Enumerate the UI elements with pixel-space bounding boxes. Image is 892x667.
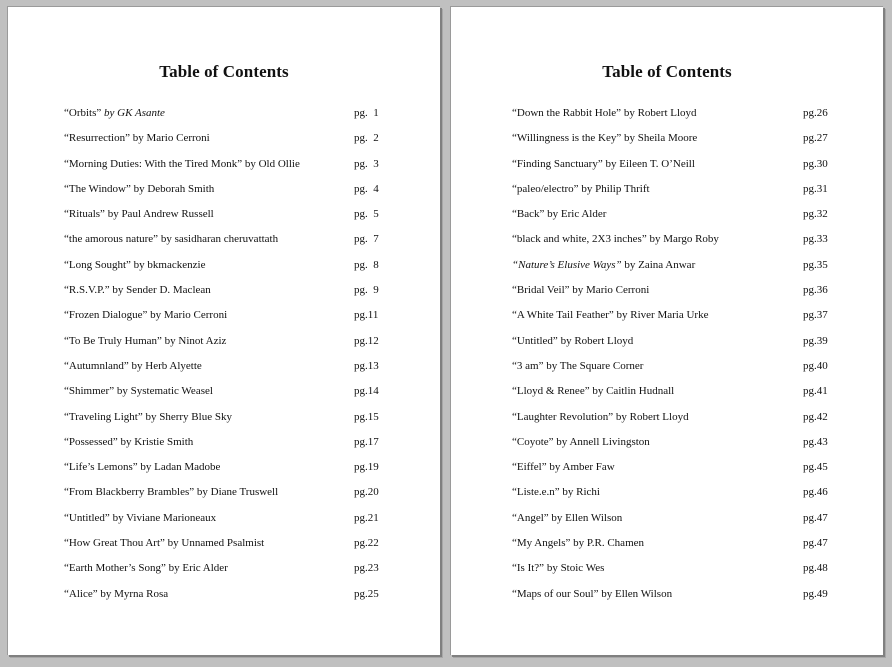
- entry-page-number: pg.30: [803, 157, 828, 170]
- entry-author: by Eric Alder: [544, 208, 607, 221]
- entry-author: by Philip Thrift: [578, 182, 650, 195]
- toc-entry: [8, 281, 440, 306]
- toc-list: [451, 104, 883, 610]
- entry-text: [64, 332, 226, 350]
- entry-title: “Rituals”: [64, 208, 105, 221]
- toc-entry: [451, 534, 883, 559]
- toc-entry: [451, 306, 883, 331]
- entry-title: “The Window”: [64, 182, 131, 195]
- entry-text: [64, 408, 232, 426]
- toc-entry: [451, 483, 883, 508]
- entry-author: by Ninot Aziz: [161, 334, 227, 347]
- entry-author: by Deborah Smith: [130, 182, 215, 195]
- entry-title: “Lloyd & Renee”: [512, 385, 590, 398]
- toc-entry: [8, 129, 440, 154]
- entry-text: [512, 129, 697, 147]
- entry-page-number: pg.15: [354, 410, 379, 423]
- entry-text: [512, 357, 643, 375]
- entry-title: “Autumnland”: [64, 359, 129, 372]
- entry-author: by Mario Cerroni: [129, 132, 210, 145]
- toc-entry: [8, 306, 440, 331]
- entry-author: by Diane Truswell: [194, 486, 279, 499]
- entry-author: by Kristie Smith: [117, 435, 194, 448]
- entry-text: [512, 180, 650, 198]
- toc-entry: [451, 382, 883, 407]
- entry-text: [512, 509, 622, 527]
- entry-page-number: pg.43: [803, 435, 828, 448]
- entry-page-number: pg.14: [354, 385, 379, 398]
- entry-page-number: pg.47: [803, 537, 828, 550]
- entry-text: [64, 256, 205, 274]
- entry-text: [512, 256, 695, 274]
- toc-entry: [451, 256, 883, 281]
- entry-title: “Liste.e.n”: [512, 486, 560, 499]
- entry-title: “Back”: [512, 208, 545, 221]
- entry-title: “black and white, 2X3 inches”: [512, 233, 647, 246]
- entry-page-number: pg.42: [803, 410, 828, 423]
- entry-page-number: pg.17: [354, 435, 379, 448]
- toc-entry: [451, 129, 883, 154]
- entry-author: by Myrna Rosa: [97, 587, 169, 600]
- entry-text: [64, 559, 228, 577]
- entry-author: by P.R. Chamen: [570, 537, 645, 550]
- entry-text: [512, 559, 604, 577]
- entry-author: by Robert Lloyd: [557, 334, 634, 347]
- entry-title: “Earth Mother’s Song”: [64, 562, 166, 575]
- toc-entry: [451, 509, 883, 534]
- entry-title: “Laughter Revolution”: [512, 410, 614, 423]
- entry-author: by Herb Alyette: [128, 359, 202, 372]
- entry-page-number: pg.48: [803, 562, 828, 575]
- toc-entry: [8, 585, 440, 610]
- entry-page-number: pg.39: [803, 334, 828, 347]
- entry-author: by sasidharan cheruvattath: [158, 233, 279, 246]
- entry-text: [512, 458, 615, 476]
- entry-page-number: pg.13: [354, 359, 379, 372]
- entry-author: by Annell Livingston: [553, 435, 650, 448]
- toc-entry: [451, 104, 883, 129]
- entry-page-number: pg. 5: [354, 208, 379, 221]
- entry-page-number: pg.40: [803, 359, 828, 372]
- entry-text: [512, 281, 649, 299]
- entry-text: [512, 483, 600, 501]
- toc-entry: [8, 433, 440, 458]
- entry-author: by Mario Cerroni: [147, 309, 228, 322]
- toc-entry: [451, 155, 883, 180]
- entry-title: “3 am”: [512, 359, 544, 372]
- entry-page-number: pg.37: [803, 309, 828, 322]
- entry-page-number: pg. 9: [354, 284, 379, 297]
- entry-author: by Richi: [559, 486, 600, 499]
- entry-author: by Caitlin Hudnall: [589, 385, 675, 398]
- entry-page-number: pg.46: [803, 486, 828, 499]
- entry-title: “Resurrection”: [64, 132, 130, 145]
- toc-entry: [8, 559, 440, 584]
- entry-author: by Sender D. Maclean: [109, 284, 211, 297]
- entry-title: “My Angels”: [512, 537, 571, 550]
- entry-title: “How Great Thou Art”: [64, 537, 165, 550]
- entry-text: [64, 230, 278, 248]
- entry-page-number: pg.22: [354, 537, 379, 550]
- entry-page-number: pg.35: [803, 258, 828, 271]
- entry-title: “Coyote”: [512, 435, 554, 448]
- entry-author: by Mario Cerroni: [569, 284, 650, 297]
- toc-entry: [8, 155, 440, 180]
- entry-title: “A White Tail Feather”: [512, 309, 614, 322]
- entry-page-number: pg.21: [354, 511, 379, 524]
- entry-author: by Zaina Anwar: [621, 258, 696, 271]
- toc-entry: [8, 332, 440, 357]
- entry-author: by Paul Andrew Russell: [104, 208, 214, 221]
- toc-entry: [451, 205, 883, 230]
- entry-page-number: pg.25: [354, 587, 379, 600]
- toc-entry: [451, 281, 883, 306]
- document-page-1: [7, 6, 440, 655]
- entry-author: by Ladan Madobe: [137, 461, 221, 474]
- entry-text: [64, 180, 214, 198]
- toc-entry: [451, 180, 883, 205]
- toc-entry: [451, 357, 883, 382]
- toc-list: [8, 104, 440, 610]
- entry-author: by Unnamed Psalmist: [164, 537, 265, 550]
- entry-author: by Stoic Wes: [544, 562, 605, 575]
- entry-author: by The Square Corner: [543, 359, 644, 372]
- entry-title: “Is It?”: [512, 562, 545, 575]
- entry-text: [512, 408, 689, 426]
- entry-page-number: pg.41: [803, 385, 828, 398]
- entry-title: “Angel”: [512, 511, 549, 524]
- entry-page-number: pg.33: [803, 233, 828, 246]
- entry-author: by Sheila Moore: [621, 132, 698, 145]
- toc-entry: [451, 332, 883, 357]
- entry-title: “From Blackberry Brambles”: [64, 486, 195, 499]
- entry-text: [64, 104, 165, 122]
- entry-text: [64, 585, 168, 603]
- entry-author: by Eric Alder: [165, 562, 228, 575]
- entry-title: “Maps of our Soul”: [512, 587, 599, 600]
- toc-entry: [451, 230, 883, 255]
- entry-page-number: pg. 4: [354, 182, 379, 195]
- entry-page-number: pg. 8: [354, 258, 379, 271]
- entry-text: [512, 104, 697, 122]
- entry-title: “Traveling Light”: [64, 410, 143, 423]
- toc-entry: [8, 180, 440, 205]
- entry-page-number: pg.49: [803, 587, 828, 600]
- entry-author: by Old Ollie: [242, 157, 300, 170]
- entry-author: by bkmackenzie: [130, 258, 206, 271]
- entry-title: “Alice”: [64, 587, 98, 600]
- entry-title: “Shimmer”: [64, 385, 115, 398]
- entry-text: [64, 155, 300, 173]
- toc-entry: [8, 408, 440, 433]
- entry-author: by River Maria Urke: [613, 309, 709, 322]
- entry-title: “Down the Rabbit Hole”: [512, 107, 622, 119]
- entry-page-number: pg.27: [803, 132, 828, 145]
- entry-title: “Possessed”: [64, 435, 118, 448]
- entry-author: by Viviane Marioneaux: [109, 511, 217, 524]
- entry-text: [512, 534, 644, 552]
- entry-title: “Untitled”: [512, 334, 558, 347]
- entry-title: “Untitled”: [64, 511, 110, 524]
- entry-author: by Systematic Weasel: [114, 385, 213, 398]
- entry-author: by Eileen T. O’Neill: [602, 157, 695, 170]
- entry-page-number: pg.11: [354, 309, 379, 322]
- entry-text: [512, 230, 719, 248]
- entry-title: “Bridal Veil”: [512, 284, 570, 297]
- document-page-2: [450, 6, 883, 655]
- entry-text: [64, 281, 211, 299]
- entry-title: “Nature’s Elusive Ways”: [512, 258, 622, 271]
- entry-page-number: pg.26: [803, 107, 828, 119]
- entry-author: by Robert Lloyd: [621, 107, 697, 119]
- entry-text: [512, 433, 650, 451]
- entry-page-number: pg.32: [803, 208, 828, 221]
- entry-title: “Eiffel”: [512, 461, 547, 474]
- page-title: Table of Contents: [602, 62, 732, 81]
- entry-title: “paleo/electro”: [512, 182, 579, 195]
- entry-title: “R.S.V.P.”: [64, 284, 110, 297]
- toc-entry: [8, 256, 440, 281]
- entry-title: “the amorous nature”: [64, 233, 159, 246]
- toc-entry: [8, 104, 440, 129]
- entry-page-number: pg.12: [354, 334, 379, 347]
- toc-entry: [8, 357, 440, 382]
- toc-entry: [8, 382, 440, 407]
- entry-text: [64, 382, 213, 400]
- entry-text: [64, 509, 216, 527]
- entry-author: by Ellen Wilson: [598, 587, 673, 600]
- entry-page-number: pg. 3: [354, 157, 379, 170]
- entry-text: [64, 205, 214, 223]
- entry-page-number: pg. 1: [354, 107, 379, 119]
- entry-text: [512, 585, 672, 603]
- toc-entry: [8, 458, 440, 483]
- entry-page-number: pg.23: [354, 562, 379, 575]
- entry-text: [64, 129, 210, 147]
- entry-title: “Morning Duties: With the Tired Monk”: [64, 157, 243, 170]
- entry-page-number: pg.36: [803, 284, 828, 297]
- entry-text: [64, 357, 202, 375]
- toc-entry: [451, 559, 883, 584]
- entry-text: [512, 205, 606, 223]
- entry-author: by Amber Faw: [546, 461, 615, 474]
- entry-page-number: pg. 7: [354, 233, 379, 246]
- toc-entry: [451, 585, 883, 610]
- entry-page-number: pg.45: [803, 461, 828, 474]
- toc-entry: [451, 408, 883, 433]
- toc-entry: [8, 483, 440, 508]
- entry-title: “To Be Truly Human”: [64, 334, 162, 347]
- entry-author: by Ellen Wilson: [548, 511, 623, 524]
- toc-entry: [451, 458, 883, 483]
- entry-text: [512, 155, 695, 173]
- entry-author: by GK Asante: [101, 107, 165, 119]
- entry-title: “Willingness is the Key”: [512, 132, 622, 145]
- entry-title: “Long Sought”: [64, 258, 131, 271]
- entry-text: [64, 306, 227, 324]
- entry-title: “Orbits”: [64, 107, 102, 119]
- entry-page-number: pg. 2: [354, 132, 379, 145]
- entry-text: [512, 332, 633, 350]
- toc-entry: [451, 433, 883, 458]
- entry-text: [64, 458, 220, 476]
- entry-text: [64, 534, 264, 552]
- toc-entry: [8, 534, 440, 559]
- entry-title: “Finding Sanctuary”: [512, 157, 603, 170]
- entry-page-number: pg.19: [354, 461, 379, 474]
- entry-page-number: pg.20: [354, 486, 379, 499]
- toc-entry: [8, 205, 440, 230]
- page-title: Table of Contents: [159, 62, 289, 81]
- toc-entry: [8, 509, 440, 534]
- entry-title: “Life’s Lemons”: [64, 461, 138, 474]
- entry-author: by Robert Lloyd: [613, 410, 689, 423]
- toc-entry: [8, 230, 440, 255]
- entry-page-number: pg.31: [803, 182, 828, 195]
- entry-author: by Margo Roby: [646, 233, 719, 246]
- entry-author: by Sherry Blue Sky: [142, 410, 232, 423]
- entry-text: [64, 433, 193, 451]
- entry-page-number: pg.47: [803, 511, 828, 524]
- entry-text: [512, 382, 674, 400]
- entry-text: [64, 483, 278, 501]
- entry-text: [512, 306, 708, 324]
- entry-title: “Frozen Dialogue”: [64, 309, 148, 322]
